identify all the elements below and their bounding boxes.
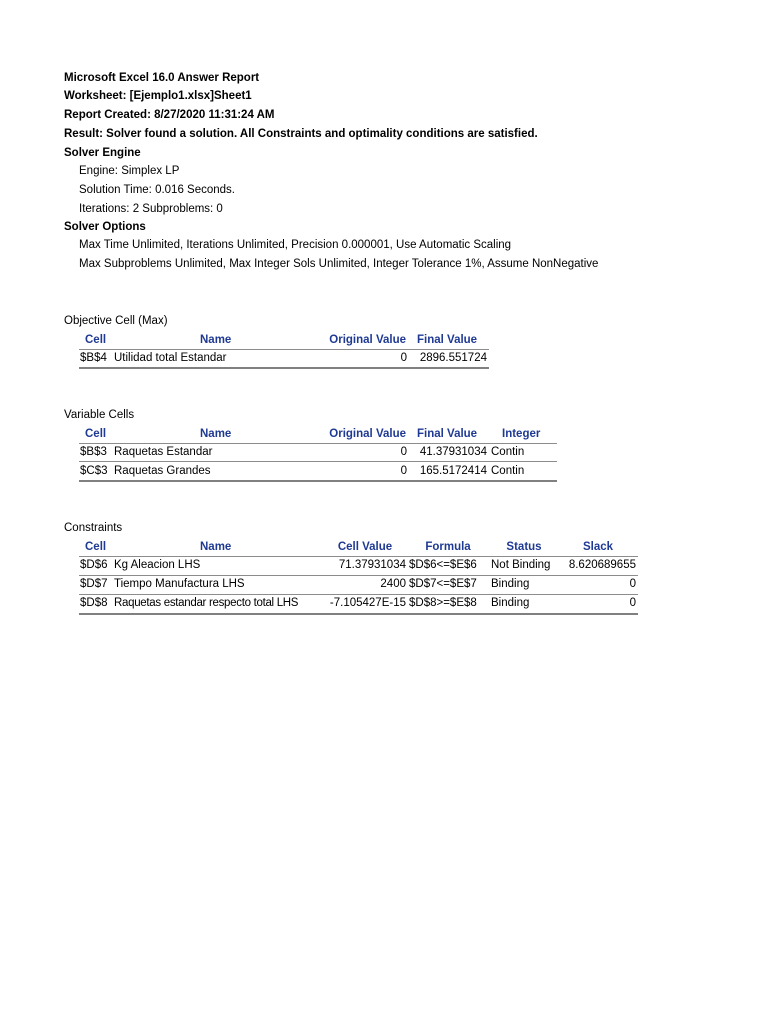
column-header: Cell Value: [337, 541, 393, 553]
cell-address: $B$3: [80, 446, 107, 458]
cell-address: $C$3: [80, 465, 108, 477]
column-header: Cell: [85, 334, 107, 346]
column-header: Integer: [502, 428, 541, 440]
column-header: Final Value: [417, 334, 478, 346]
slack-value: 8.620689655: [568, 559, 636, 571]
divider: [79, 613, 638, 615]
cell-name: Raquetas Grandes: [114, 465, 211, 477]
solver-engine-heading: Solver Engine: [64, 147, 141, 159]
objective-section-title: Objective Cell (Max): [64, 315, 168, 327]
cell-name: Utilidad total Estandar: [114, 352, 227, 364]
final-value: 41.37931034: [419, 446, 487, 458]
column-header: Name: [200, 428, 232, 440]
original-value: 0: [400, 465, 407, 477]
report-title: Microsoft Excel 16.0 Answer Report: [64, 72, 260, 84]
column-header: Cell: [85, 428, 107, 440]
constraint-formula: $D$8>=$E$8: [409, 597, 477, 609]
final-value: 165.5172414: [419, 465, 487, 477]
original-value: 0: [400, 446, 407, 458]
divider: [79, 594, 638, 595]
cell-value: 71.37931034: [338, 559, 406, 571]
final-value: 2896.551724: [419, 352, 487, 364]
divider: [79, 349, 489, 350]
divider: [79, 575, 638, 576]
divider: [79, 556, 638, 557]
constraint-status: Binding: [491, 597, 530, 609]
cell-address: $D$8: [80, 597, 108, 609]
column-header: Formula: [425, 541, 471, 553]
column-header: Final Value: [417, 428, 478, 440]
divider: [79, 480, 557, 482]
column-header: Cell: [85, 541, 107, 553]
cell-name: Tiempo Manufactura LHS: [114, 578, 245, 590]
cell-address: $B$4: [80, 352, 107, 364]
constraint-status: Binding: [491, 578, 530, 590]
original-value: 0: [400, 352, 407, 364]
slack-value: 0: [629, 597, 636, 609]
constraint-formula: $D$6<=$E$6: [409, 559, 477, 571]
cell-value: 2400: [380, 578, 406, 590]
column-header: Slack: [582, 541, 614, 553]
constraint-status: Not Binding: [491, 559, 551, 571]
column-header: Original Value: [329, 334, 406, 346]
options-line-1: Max Time Unlimited, Iterations Unlimited, Precision 0.000001, Use Automatic Scaling: [79, 239, 512, 251]
cell-value: -7.105427E-15: [329, 597, 406, 609]
cell-name: Kg Aleacion LHS: [114, 559, 201, 571]
divider: [79, 461, 557, 462]
cell-name: Raquetas Estandar: [114, 446, 213, 458]
iterations-line: Iterations: 2 Subproblems: 0: [79, 203, 223, 215]
report-created: Report Created: 8/27/2020 11:31:24 AM: [64, 109, 275, 121]
column-header: Name: [200, 334, 232, 346]
result-line: Result: Solver found a solution. All Constraints and optimality conditions are satisfied.: [64, 128, 538, 140]
worksheet-label: Worksheet: [Ejemplo1.xlsx]Sheet1: [64, 90, 252, 102]
column-header: Status: [506, 541, 542, 553]
divider: [79, 443, 557, 444]
divider: [79, 367, 489, 369]
solver-options-heading: Solver Options: [64, 221, 146, 233]
engine-line: Engine: Simplex LP: [79, 165, 180, 177]
slack-value: 0: [629, 578, 636, 590]
cell-address: $D$7: [80, 578, 108, 590]
variables-section-title: Variable Cells: [64, 409, 135, 421]
integer-flag: Contin: [491, 446, 525, 458]
constraints-section-title: Constraints: [64, 522, 123, 534]
solution-time-line: Solution Time: 0.016 Seconds.: [79, 184, 235, 196]
integer-flag: Contin: [491, 465, 525, 477]
constraint-formula: $D$7<=$E$7: [409, 578, 477, 590]
column-header: Name: [200, 541, 232, 553]
column-header: Original Value: [329, 428, 406, 440]
options-line-2: Max Subproblems Unlimited, Max Integer Sols Unlimited, Integer Tolerance 1%, Assume NonNegative: [79, 258, 599, 270]
cell-name: Raquetas estandar respecto total LHS: [114, 597, 299, 609]
cell-address: $D$6: [80, 559, 108, 571]
